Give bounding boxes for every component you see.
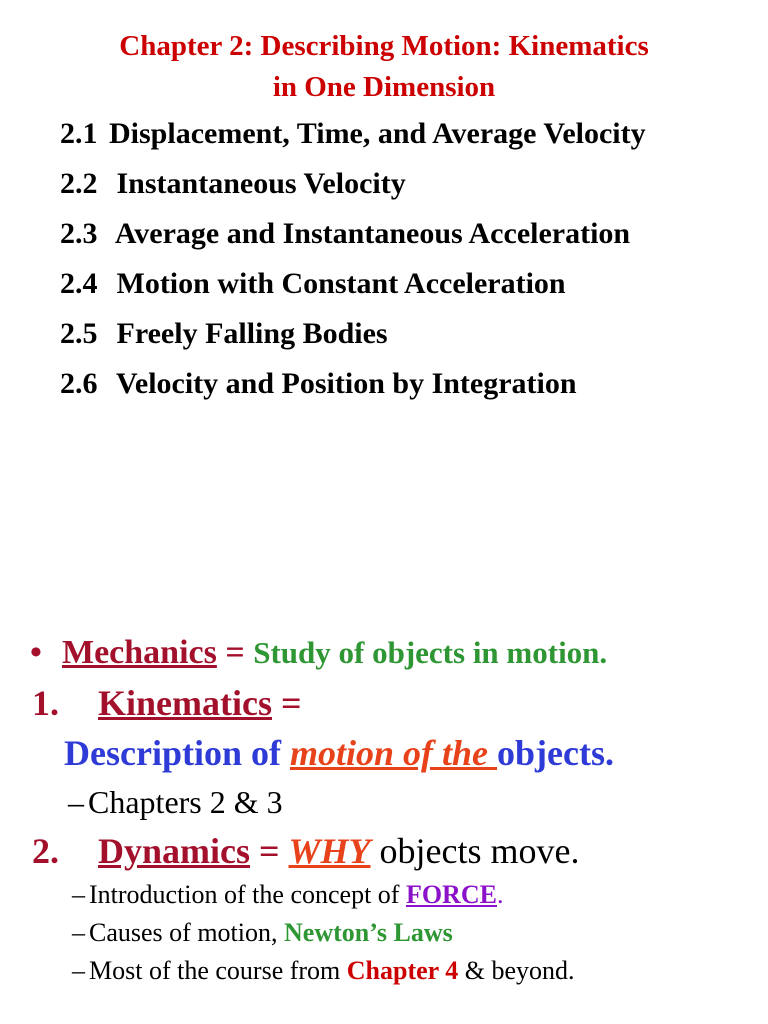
toc-text: Motion with Constant Acceleration [116, 267, 566, 300]
description-suffix: objects [497, 733, 605, 773]
toc-number: 2.4 [60, 267, 98, 300]
toc-text: Velocity and Position by Integration [115, 367, 577, 400]
dynamics-subitem-newton [30, 914, 760, 952]
toc-item-2-3 [60, 214, 710, 254]
toc-text: Displacement, Time, and Average Velocity [109, 117, 646, 150]
dynamics-term: Dynamics [98, 831, 250, 871]
dynamics-row [30, 826, 760, 876]
toc-item-2-1 [60, 114, 710, 154]
equals-sign: = [250, 831, 289, 871]
toc-item-2-6 [60, 364, 710, 404]
subitem-period: . [496, 880, 504, 909]
subitem-suffix: & beyond. [458, 956, 575, 985]
force-highlight: FORCE [405, 880, 497, 909]
chapter-4-highlight: Chapter 4 [346, 956, 459, 985]
description-prefix: Description of [64, 733, 290, 773]
dynamics-number: 2. [32, 831, 59, 871]
subitem-text: Introduction of the concept of [89, 880, 406, 909]
chapter-title-line2: in One Dimension [272, 71, 496, 103]
toc-number: 2.2 [60, 167, 98, 200]
chapter-title [0, 26, 768, 108]
chapter-title-line1: Chapter 2: Describing Motion: Kinematics [119, 30, 649, 62]
dynamics-why: WHY [288, 831, 371, 871]
dynamics-subitem-chapter4 [30, 952, 760, 990]
kinematics-subitem [30, 778, 760, 826]
equals-sign: = [271, 683, 302, 723]
toc-text: Average and Instantaneous Acceleration [114, 217, 631, 250]
toc-text: Instantaneous Velocity [116, 167, 406, 200]
kinematics-row [30, 678, 760, 728]
dash: – [68, 784, 84, 820]
toc-number: 2.6 [60, 367, 98, 400]
mechanics-term: Mechanics [62, 634, 217, 671]
kinematics-description [30, 728, 760, 778]
dash: – [72, 880, 85, 909]
kinematics-number: 1. [32, 683, 59, 723]
toc-number: 2.1 [60, 117, 98, 150]
mechanics-definition: Study of objects in motion. [253, 635, 608, 670]
dynamics-subitem-force [30, 876, 760, 914]
dynamics-rest: objects move. [370, 831, 580, 871]
toc-item-2-2 [60, 164, 710, 204]
kinematics-chapters: Chapters 2 & 3 [88, 784, 283, 820]
table-of-contents [60, 114, 710, 414]
toc-item-2-4 [60, 264, 710, 304]
newtons-laws-highlight: Newton’s Laws [284, 918, 453, 947]
toc-number: 2.3 [60, 217, 98, 250]
mechanics-row [30, 628, 760, 678]
kinematics-term: Kinematics [98, 683, 272, 723]
toc-item-2-5 [60, 314, 710, 354]
toc-text: Freely Falling Bodies [116, 317, 388, 350]
equals-sign: = [216, 634, 254, 671]
description-emphasis: motion of the [289, 733, 497, 773]
dash: – [72, 956, 85, 985]
subitem-text: Causes of motion, [89, 918, 284, 947]
dash: – [72, 918, 85, 947]
description-period: . [604, 733, 614, 773]
mechanics-outline [30, 628, 760, 990]
bullet-dot: • [30, 634, 42, 671]
subitem-text: Most of the course from [89, 956, 347, 985]
toc-number: 2.5 [60, 317, 98, 350]
